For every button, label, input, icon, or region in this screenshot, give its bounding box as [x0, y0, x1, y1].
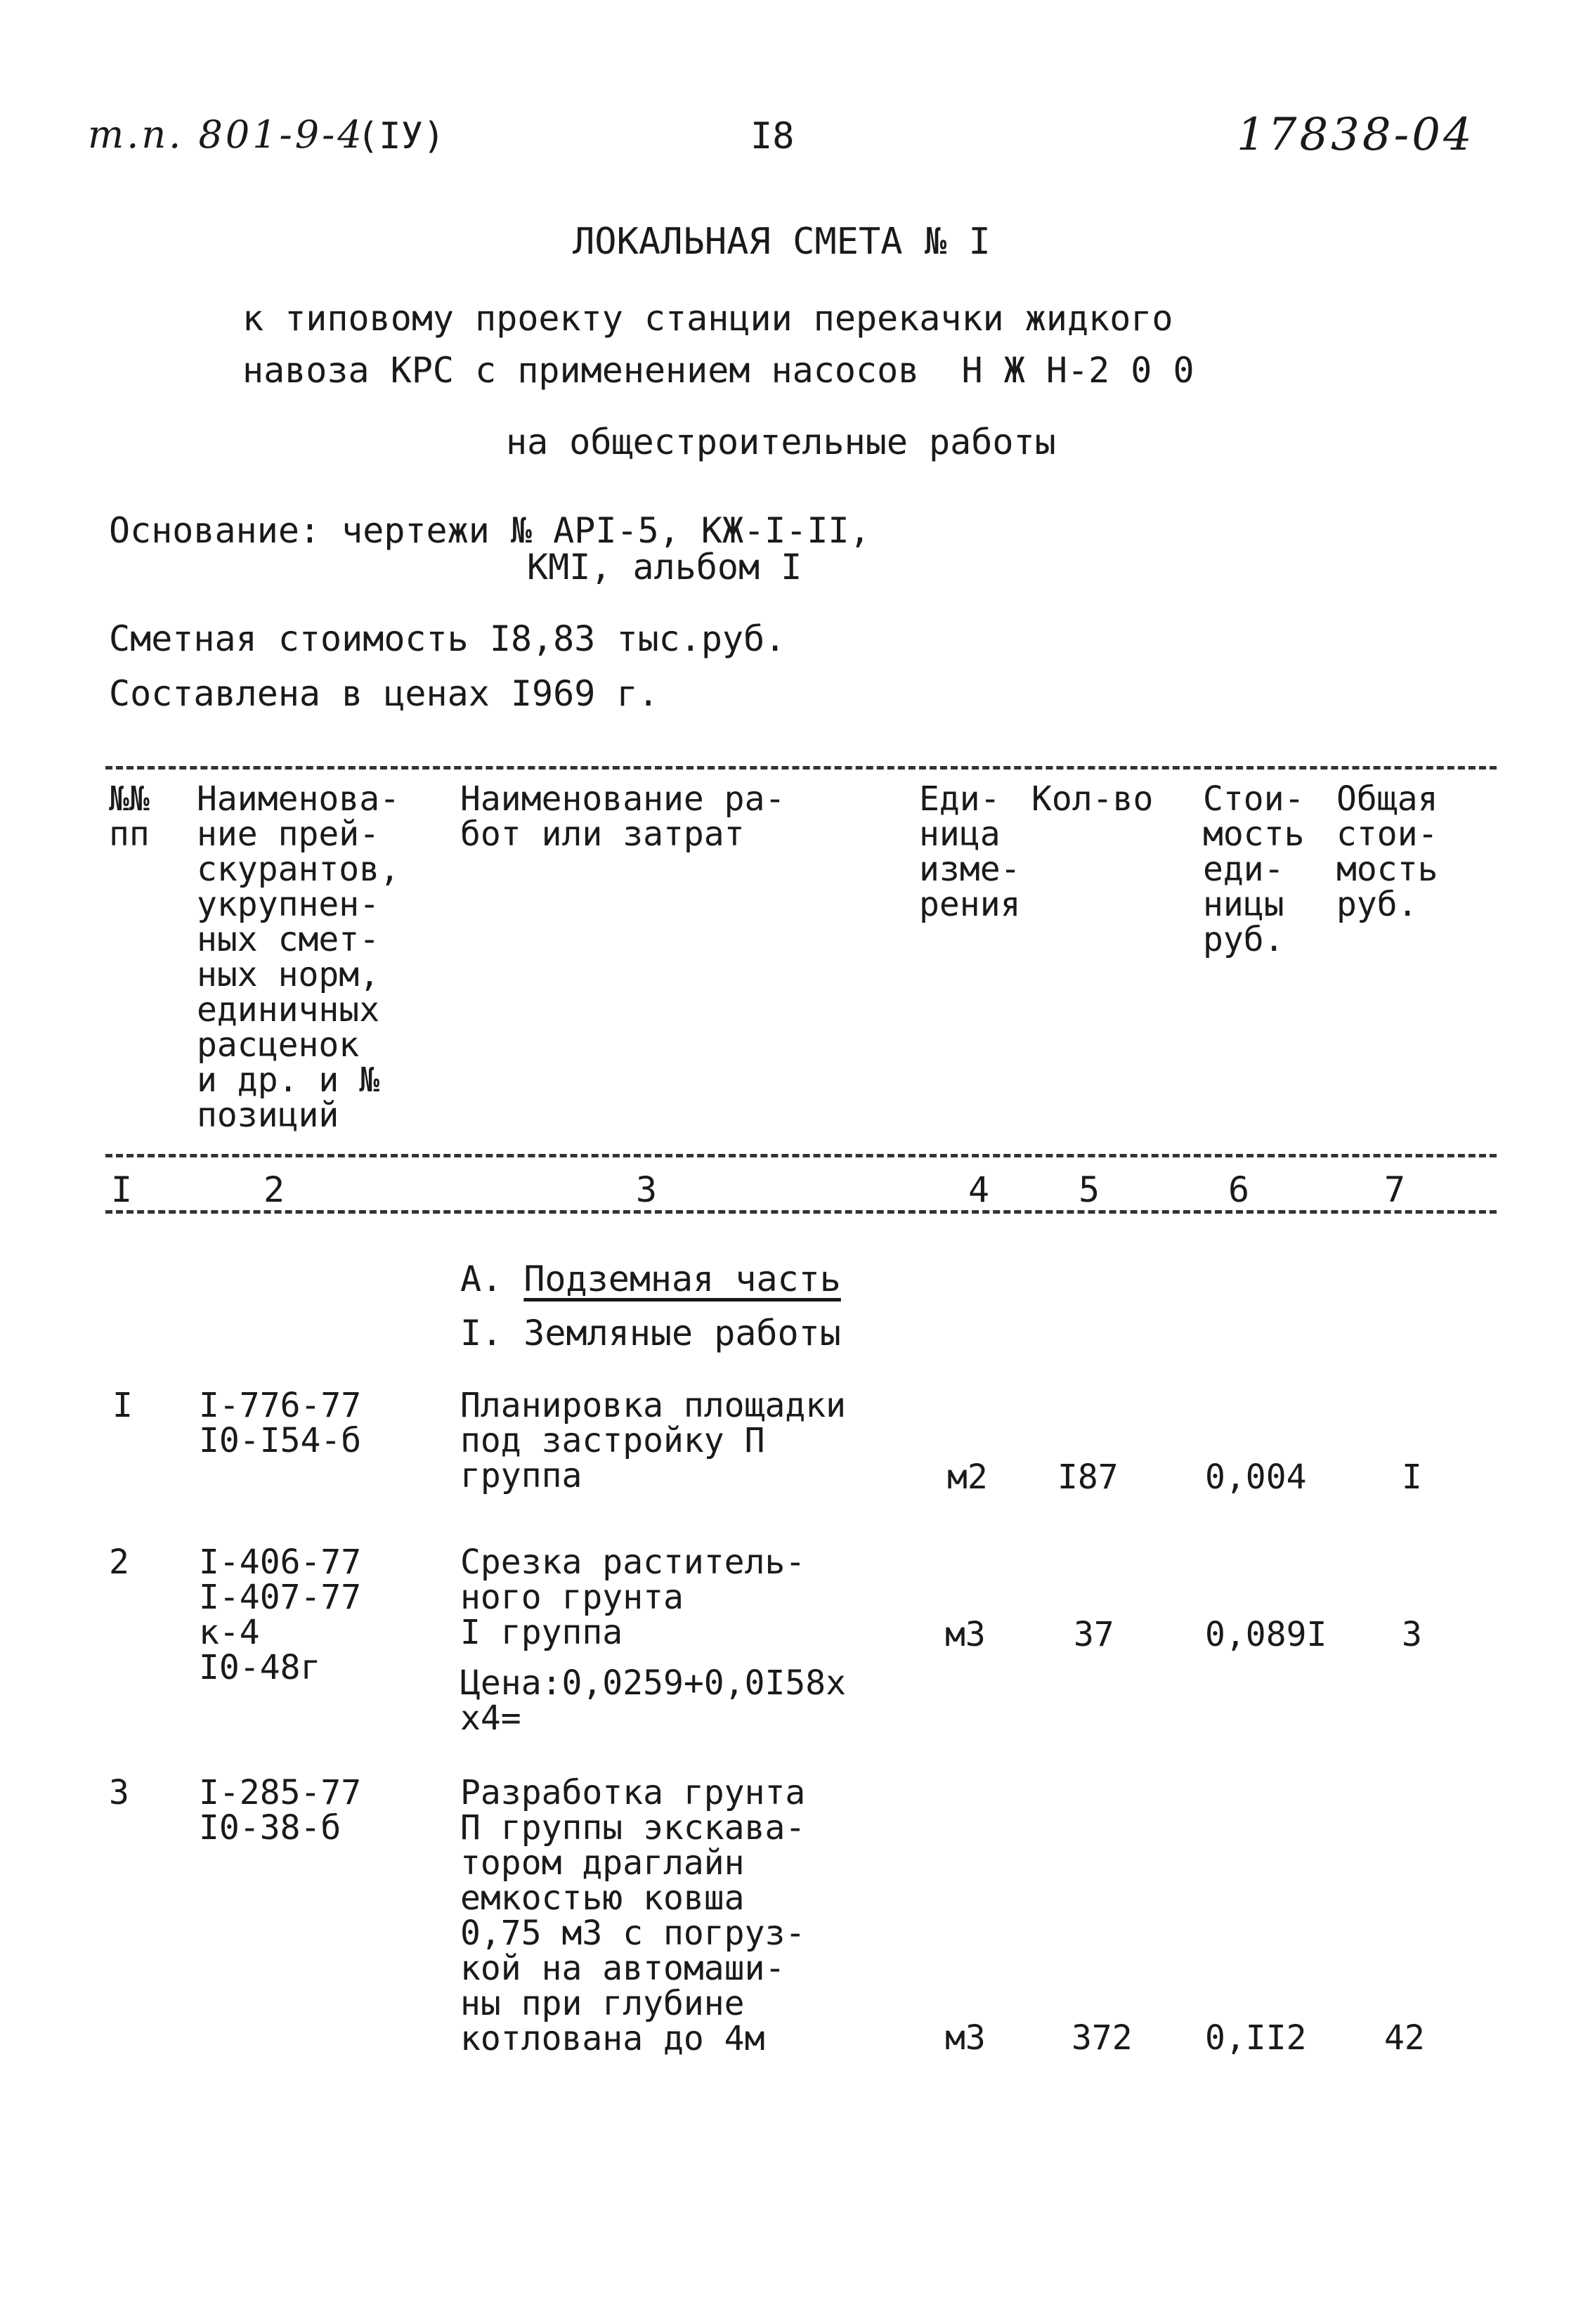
row-1-qty: I87: [1057, 1458, 1119, 1497]
row-2-num: 2: [109, 1543, 129, 1582]
colnum-6: 6: [1228, 1169, 1250, 1210]
section-a-prefix: А.: [460, 1259, 524, 1299]
header-col-5: Кол-во: [1031, 779, 1154, 819]
basis-line-2: КМI, альбом I: [527, 547, 802, 588]
row-3-code: I-285-77 I0-38-б: [199, 1773, 362, 1848]
row-3-price: 0,II2: [1205, 2018, 1307, 2058]
archive-number: 17838-04: [1237, 109, 1475, 161]
doc-code: т.п. 801-9-4: [88, 112, 365, 157]
colnum-2: 2: [263, 1169, 285, 1210]
header-col-6: Стои- мость еди- ницы руб.: [1203, 779, 1305, 959]
colnum-7: 7: [1384, 1169, 1406, 1210]
section-a-underlined: Подземная часть: [523, 1259, 841, 1299]
row-2-price: 0,089I: [1205, 1615, 1327, 1654]
row-2-qty: 37: [1074, 1615, 1114, 1654]
row-3-num: 3: [109, 1773, 129, 1812]
row-3-total: 42: [1384, 2018, 1425, 2058]
row-3-unit: м3: [945, 2018, 986, 2058]
row-1-price: 0,004: [1205, 1458, 1307, 1497]
row-3-name: Разработка грунта П группы экскава- тором драглайн емкостью ковша 0,75 м3 с погруз- кой на автомаши- ны при глубине котлована до 4м: [460, 1773, 806, 2058]
row-2-unit: м3: [945, 1615, 986, 1654]
title-line-2: навоза КРС с применением насосов Н Ж Н-2 0 0: [242, 350, 1194, 391]
colnum-4: 4: [968, 1169, 990, 1210]
row-2-name: Срезка раститель- ного грунта I группа: [460, 1543, 806, 1652]
header-col-7: Общая стои- мость руб.: [1336, 779, 1438, 924]
basis-line-1: Основание: чертежи № АРI-5, КЖ-I-II,: [109, 510, 871, 551]
row-1-num: I: [112, 1386, 133, 1425]
section-a-title: [460, 1261, 841, 1297]
price-base: Составлена в ценах I969 г.: [109, 673, 659, 714]
row-1-code: I-776-77 I0-I54-б: [199, 1386, 362, 1460]
row-1-unit: м2: [947, 1458, 988, 1497]
volume-label: (IУ): [357, 115, 445, 157]
row-1-total: I: [1402, 1458, 1422, 1497]
row-3-qty: 372: [1072, 2018, 1133, 2058]
table-top-rule: [105, 766, 1497, 770]
section-a-text: [460, 1259, 841, 1299]
header-bottom-rule: [105, 1154, 1497, 1157]
header-col-2: Наименова- ние прей- скурантов, укрупнен- ных смет- ных норм, единичных расценок и др. и № позиций: [197, 779, 400, 1135]
page-number: I8: [750, 115, 795, 157]
row-2-price-note: Цена:0,0259+0,0I58х х4=: [460, 1663, 847, 1738]
header-col-3: Наименование ра- бот или затрат: [460, 779, 786, 854]
estimated-cost: Сметная стоимость I8,83 тыс.руб.: [109, 618, 786, 659]
title-line-1: к типовому проекту станции перекачки жидкого: [242, 298, 1173, 339]
colnum-5: 5: [1079, 1169, 1100, 1210]
header-col-4: Еди- ница изме- рения: [919, 779, 1021, 924]
colnum-1: I: [111, 1169, 133, 1210]
row-2-code: I-406-77 I-407-77 к-4 I0-48г: [199, 1543, 362, 1687]
column-numbers-rule: [105, 1210, 1497, 1214]
row-2-total: 3: [1402, 1615, 1422, 1654]
title-line-3: на общестроительные работы: [506, 422, 1056, 462]
row-1-name: Планировка площадки под застройку П группа: [460, 1386, 847, 1495]
section-1-title: I. Земляные работы: [460, 1313, 841, 1353]
colnum-3: 3: [636, 1169, 658, 1210]
estimate-title: ЛОКАЛЬНАЯ СМЕТА № I: [573, 221, 991, 263]
header-col-1: №№ пп: [109, 779, 150, 854]
